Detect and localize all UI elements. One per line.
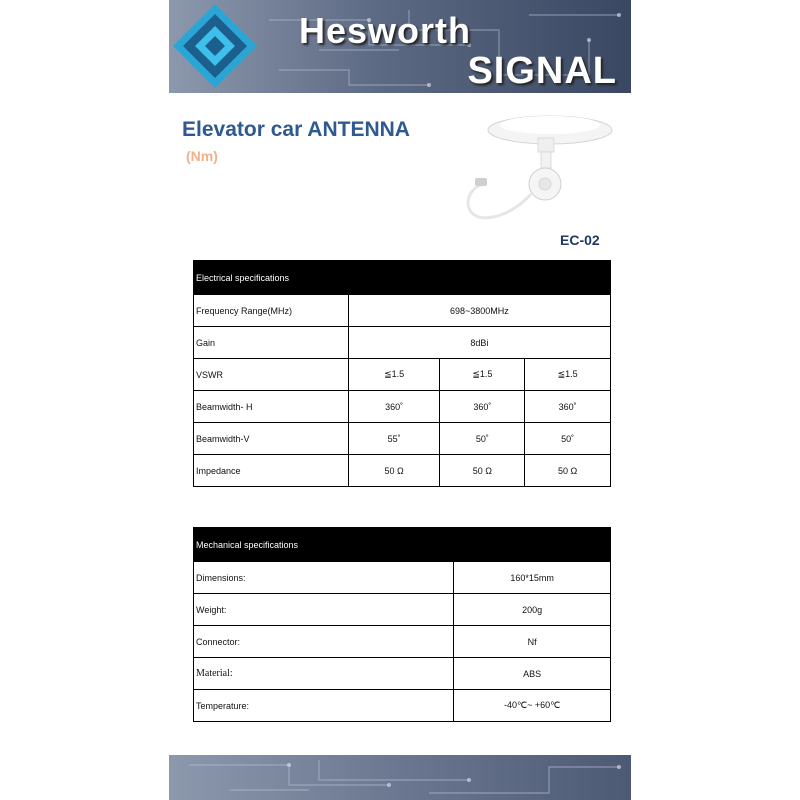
product-title: Elevator car ANTENNA	[182, 118, 410, 141]
model-number: EC-02	[560, 232, 600, 248]
vswr-value: ≦1.5	[348, 359, 440, 391]
product-subtitle: (Nm)	[186, 148, 218, 164]
electrical-specs-table	[193, 260, 611, 487]
table-row	[194, 690, 611, 722]
table-header-row	[194, 528, 611, 562]
beamwidth-v-value: 50˚	[525, 423, 611, 455]
temperature-label: Temperature:	[194, 690, 454, 722]
beamwidth-h-value: 360˚	[525, 391, 611, 423]
temperature-value: -40℃~ +60℃	[454, 690, 611, 722]
vswr-value: ≦1.5	[525, 359, 611, 391]
table-row	[194, 455, 611, 487]
material-label: Material:	[194, 658, 454, 690]
gain-value: 8dBi	[348, 327, 610, 359]
vswr-value: ≦1.5	[440, 359, 525, 391]
mechanical-header: Mechanical specifications	[194, 528, 611, 562]
beamwidth-v-value: 55˚	[348, 423, 440, 455]
ceiling-antenna-image-icon	[455, 108, 615, 238]
table-row	[194, 594, 611, 626]
beamwidth-h-value: 360˚	[440, 391, 525, 423]
hesworth-diamond-logo-icon	[169, 0, 261, 93]
beamwidth-v-label: Beamwidth-V	[194, 423, 349, 455]
frequency-label: Frequency Range(MHz)	[194, 295, 349, 327]
brand-name-line2: SIGNAL	[467, 50, 617, 92]
beamwidth-h-label: Beamwidth- H	[194, 391, 349, 423]
impedance-value: 50 Ω	[348, 455, 440, 487]
connector-label: Connector:	[194, 626, 454, 658]
material-value: ABS	[454, 658, 611, 690]
weight-label: Weight:	[194, 594, 454, 626]
table-row	[194, 562, 611, 594]
gain-label: Gain	[194, 327, 349, 359]
electrical-header: Electrical specifications	[194, 261, 611, 295]
impedance-label: Impedance	[194, 455, 349, 487]
beamwidth-v-value: 50˚	[440, 423, 525, 455]
beamwidth-h-value: 360˚	[348, 391, 440, 423]
vswr-label: VSWR	[194, 359, 349, 391]
table-row	[194, 327, 611, 359]
brand-banner	[169, 0, 631, 93]
table-row	[194, 423, 611, 455]
impedance-value: 50 Ω	[440, 455, 525, 487]
table-row	[194, 391, 611, 423]
weight-value: 200g	[454, 594, 611, 626]
connector-value: Nf	[454, 626, 611, 658]
circuit-background	[169, 755, 631, 800]
table-row	[194, 359, 611, 391]
table-row	[194, 658, 611, 690]
mechanical-specs-table	[193, 527, 611, 722]
impedance-value: 50 Ω	[525, 455, 611, 487]
table-header-row	[194, 261, 611, 295]
table-row	[194, 626, 611, 658]
dimensions-label: Dimensions:	[194, 562, 454, 594]
dimensions-value: 160*15mm	[454, 562, 611, 594]
footer-banner	[169, 755, 631, 800]
brand-name-line1: Hesworth	[299, 10, 472, 51]
table-row	[194, 295, 611, 327]
frequency-value: 698~3800MHz	[348, 295, 610, 327]
